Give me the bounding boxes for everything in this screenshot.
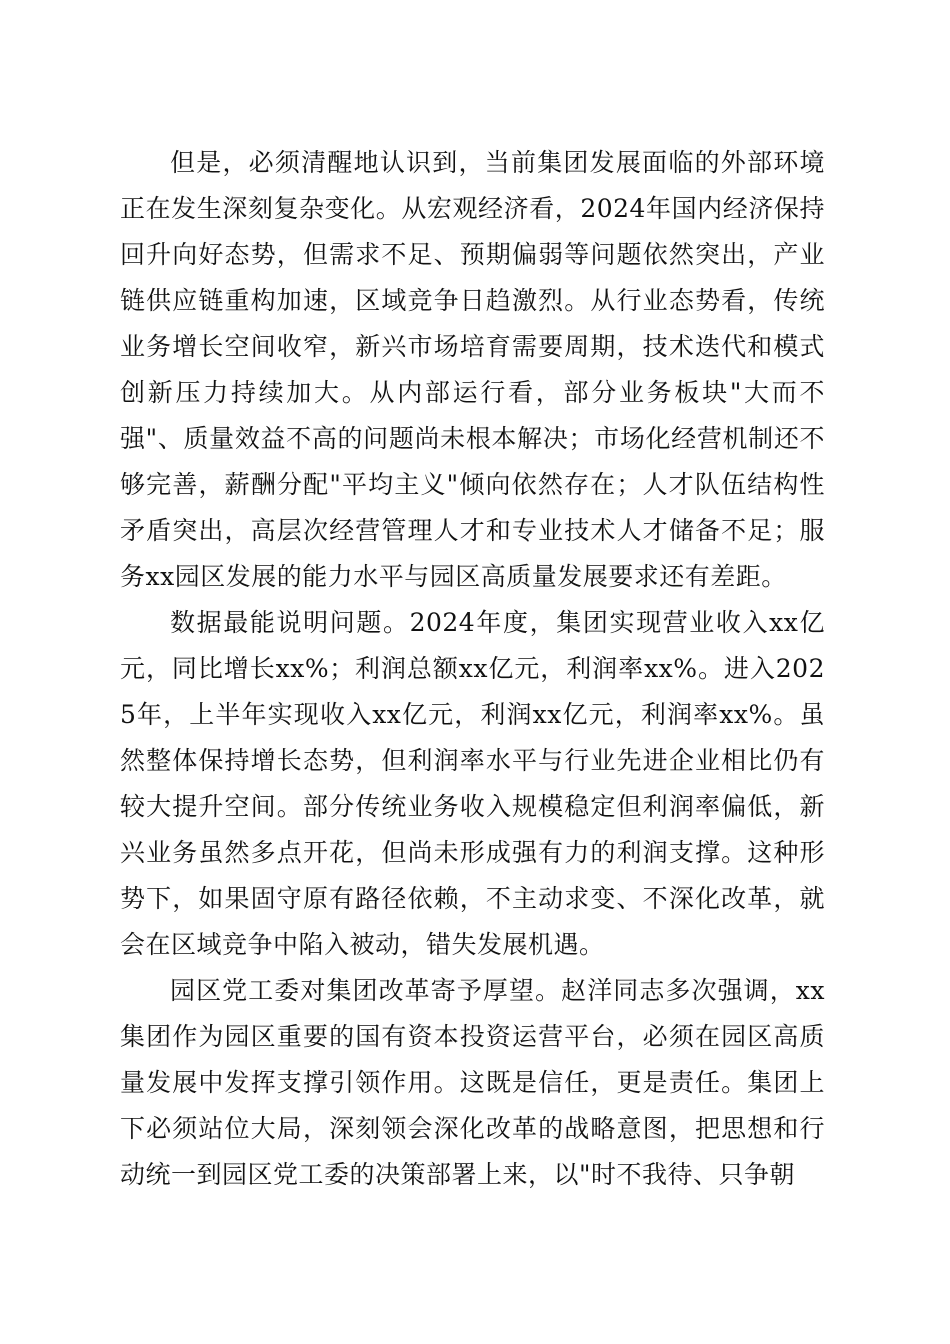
- paragraph-party-committee-expectations: 园区党工委对集团改革寄予厚望。赵洋同志多次强调，xx集团作为园区重要的国有资本投资运营平台，必须在园区高质量发展中发挥支撑引领作用。这既是信任，更是责任。集团上下必须站位大局，深刻领会深化改革的战略意图，把思想和行动统一到园区党工委的决策部署上来，以"时不我待、只争朝: [120, 976, 825, 1189]
- paragraph-external-environment: 但是，必须清醒地认识到，当前集团发展面临的外部环境正在发生深刻复杂变化。从宏观经济看，2024年国内经济保持回升向好态势，但需求不足、预期偏弱等问题依然突出，产业链供应链重构加速，区域竞争日趋激烈。从行业态势看，传统业务增长空间收窄，新兴市场培育需要周期，技术迭代和模式创新压力持续加大。从内部运行看，部分业务板块"大而不强"、质量效益不高的问题尚未根本解决；市场化经营机制还不够完善，薪酬分配"平均主义"倾向依然存在；人才队伍结构性矛盾突出，高层次经营管理人才和专业技术人才储备不足；服务xx园区发展的能力水平与园区高质量发展要求还有差距。: [120, 148, 825, 591]
- paragraph-financial-data: 数据最能说明问题。2024年度，集团实现营业收入xx亿元，同比增长xx%；利润总额xx亿元，利润率xx%。进入2025年，上半年实现收入xx亿元，利润xx亿元，利润率xx%。虽然整体保持增长态势，但利润率水平与行业先进企业相比仍有较大提升空间。部分传统业务收入规模稳定但利润率偏低，新兴业务虽然多点开花，但尚未形成强有力的利润支撑。这种形势下，如果固守原有路径依赖，不主动求变、不深化改革，就会在区域竞争中陷入被动，错失发展机遇。: [120, 608, 825, 959]
- document-body: [120, 140, 825, 1198]
